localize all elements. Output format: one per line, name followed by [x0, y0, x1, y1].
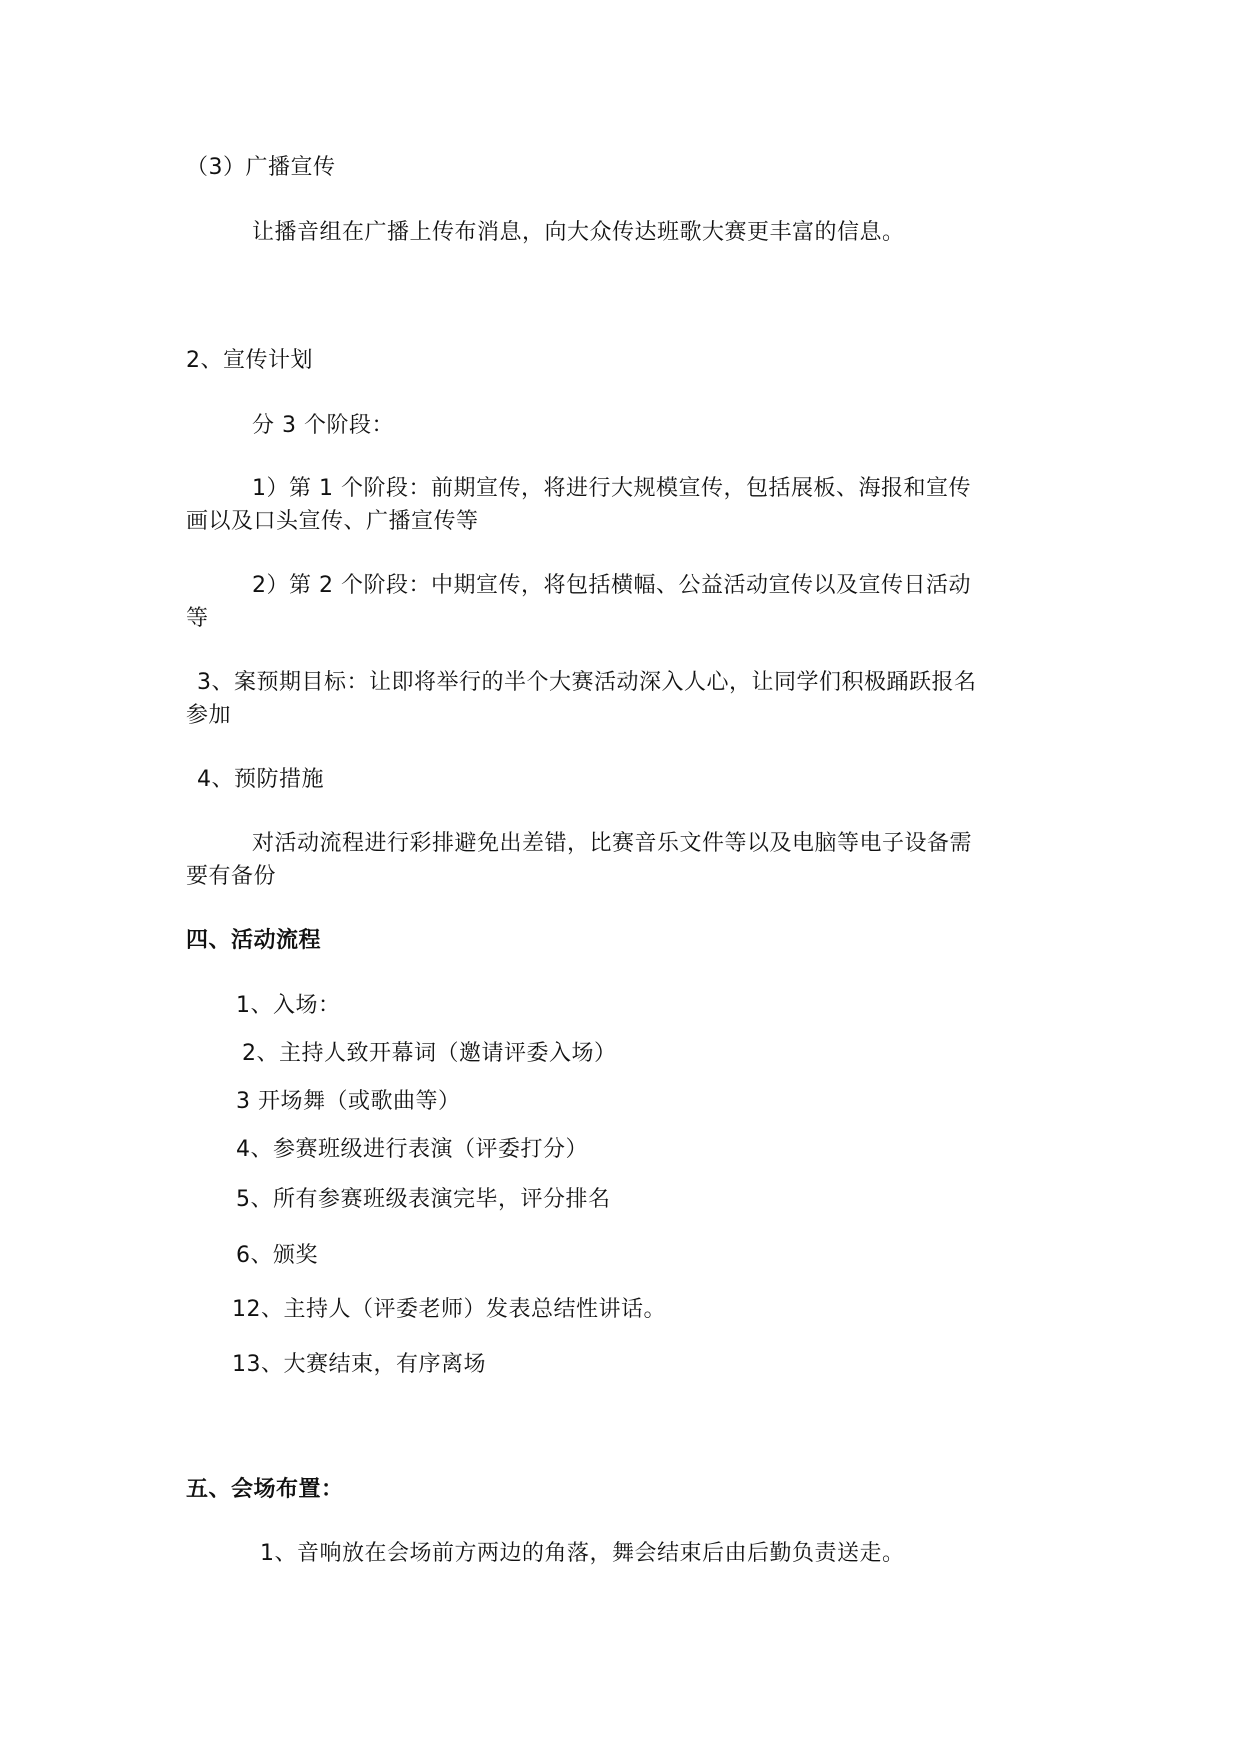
process-item-5: 5、所有参赛班级表演完毕，评分排名	[236, 1187, 611, 1212]
heading-broadcast-promotion: （3）广播宣传	[186, 155, 336, 180]
prevention-line-1: 对活动流程进行彩排避免出差错，比赛音乐文件等以及电脑等电子设备需	[252, 831, 973, 856]
process-item-3: 3 开场舞（或歌曲等）	[236, 1089, 461, 1114]
section-heading-venue-layout: 五、会场布置：	[186, 1477, 344, 1502]
stage-1-line-1: 1）第 1 个阶段：前期宣传，将进行大规模宣传，包括展板、海报和宣传	[252, 476, 971, 501]
process-item-2: 2、主持人致开幕词（邀请评委入场）	[242, 1041, 617, 1066]
expected-goal-line-1: 3、案预期目标：让即将举行的半个大赛活动深入人心，让同学们积极踊跃报名	[197, 670, 977, 695]
process-item-12: 12、主持人（评委老师）发表总结性讲话。	[232, 1297, 666, 1322]
heading-promotion-plan: 2、宣传计划	[186, 348, 313, 373]
paragraph-broadcast: 让播音组在广播上传布消息，向大众传达班歌大赛更丰富的信息。	[252, 220, 905, 245]
process-item-13: 13、大赛结束，有序离场	[232, 1352, 486, 1377]
heading-prevention-measures: 4、预防措施	[197, 767, 324, 792]
expected-goal-line-2: 参加	[186, 703, 232, 728]
stage-2-line-2: 等	[186, 606, 209, 631]
prevention-line-2: 要有备份	[186, 864, 277, 889]
paragraph-three-stages: 分 3 个阶段：	[252, 413, 394, 438]
section-heading-activity-process: 四、活动流程	[186, 928, 322, 953]
stage-1-line-2: 画以及口头宣传、广播宣传等	[186, 509, 479, 534]
process-item-4: 4、参赛班级进行表演（评委打分）	[236, 1137, 588, 1162]
stage-2-line-1: 2）第 2 个阶段：中期宣传，将包括横幅、公益活动宣传以及宣传日活动	[252, 573, 971, 598]
venue-item-1: 1、音响放在会场前方两边的角落，舞会结束后由后勤负责送走。	[260, 1541, 905, 1566]
process-item-6: 6、颁奖	[236, 1243, 318, 1268]
process-item-1: 1、入场：	[236, 993, 341, 1018]
